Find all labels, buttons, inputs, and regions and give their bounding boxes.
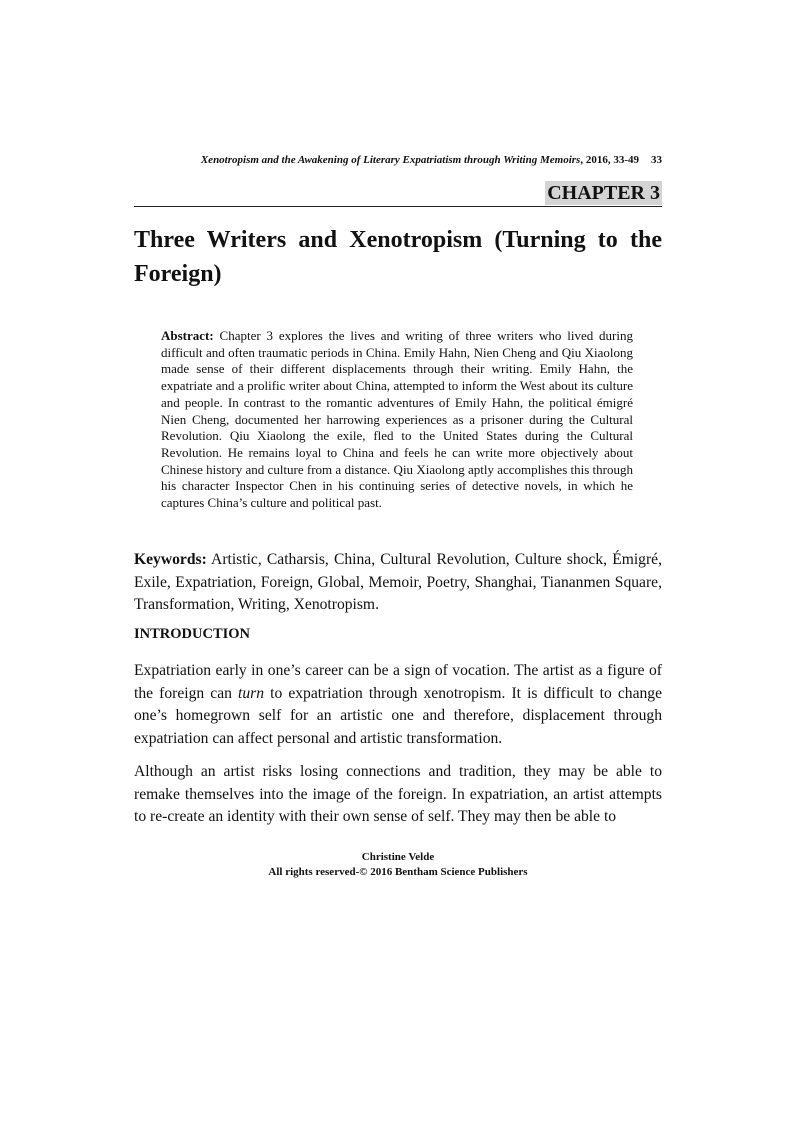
chapter-label: CHAPTER 3 [547, 182, 660, 204]
section-heading: INTRODUCTION [134, 626, 251, 642]
body-paragraph-1 [134, 660, 662, 750]
paragraph-1-emphasis: turn [238, 684, 265, 702]
footer-author: Christine Velde [361, 851, 435, 863]
paragraph-1-start: Expatriation early in one’s career can be a sign of vocation. The artist as a figure of the foreign can [134, 662, 662, 702]
body-paragraph-2: Although an artist risks losing connections and tradition, they may be able to remake themselves into the image of the foreign. In expatriation, an artist attempts to re-create an identity with their own sense of self. They may then be able to [134, 763, 662, 825]
keywords-text: Artistic, Catharsis, China, Cultural Revolution, Culture shock, Émigré, Exile, Expatriation, Foreign, Global, Memoir, Poetry, Shanghai, Tiananmen Square, Transformation, Writing, Xenotropism. [134, 551, 662, 613]
abstract-label: Abstract: [161, 328, 214, 343]
abstract [161, 328, 633, 512]
footer-rights: All rights reserved-© 2016 Bentham Science Publishers [268, 866, 528, 878]
paragraph-1-end: to expatriation through xenotropism. It is difficult to change one’s homegrown self for an artistic one and therefore, displacement through expatriation can affect personal and artistic transformation. [134, 684, 663, 747]
header-divider [134, 206, 662, 207]
keywords [134, 549, 662, 617]
keywords-label: Keywords: [134, 551, 207, 568]
running-title: Xenotropism and the Awakening of Literary Expatriatism through Writing Memoirs [200, 154, 581, 166]
abstract-text: Chapter 3 explores the lives and writing of three writers who lived during difficult and often traumatic periods in China. Emily Hahn, Nien Cheng and Qiu Xiaolong made sense of their different displacements through their writing. Emily Hahn, the expatriate and a prolific writer about China, attempted to inform the West about its culture and people. In contrast to the romantic adventures of Emily Hahn, the political émigré Nien Cheng, documented her harrowing experiences as a prisoner during the Cultural Revolution. Qiu Xiaolong the exile, fled to the United States during the Cultural Revolution. He remains loyal to China and feels he can write more objectively about Chinese history and culture from a distance. Qiu Xiaolong aptly accomplishes this through his character Inspector Chen in his continuing series of detective novels, in which he captures China’s culture and political past. [161, 328, 633, 511]
running-title-suffix: , 2016, 33-49 [580, 154, 639, 166]
page-footer [134, 850, 662, 880]
page-number: 33 [651, 154, 662, 166]
running-header [134, 154, 662, 166]
chapter-title: Three Writers and Xenotropism (Turning to the Foreign) [134, 227, 662, 287]
